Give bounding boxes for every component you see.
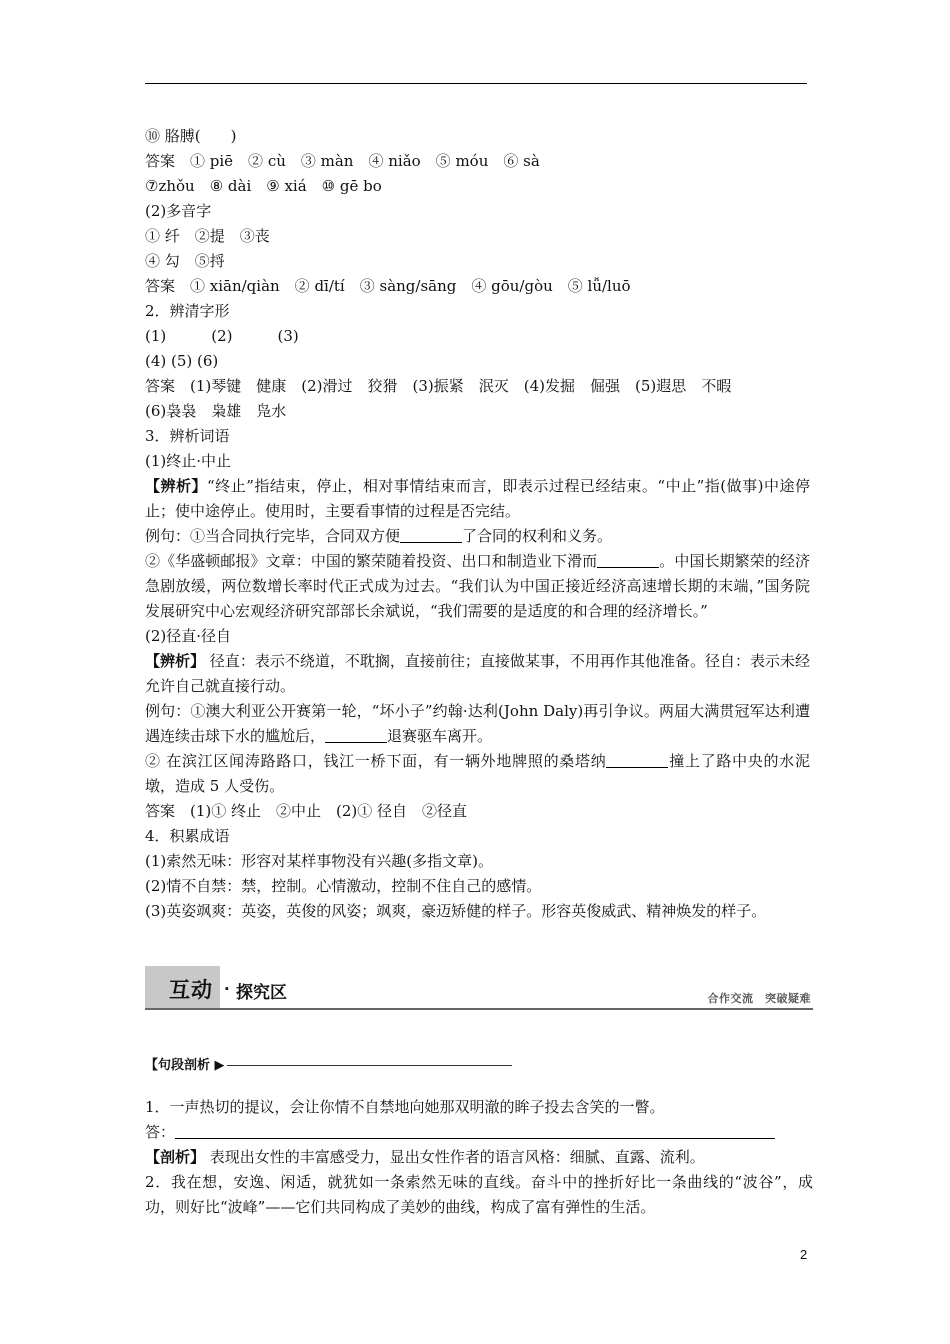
text-line: (2)多音字 (145, 202, 212, 220)
text-line: ⑩ 胳膊( ) (145, 127, 237, 145)
idiom-line: (3)英姿飒爽：英姿，英俊的风姿；飒爽，豪迈矫健的样子。形容英俊威武、精神焕发的样子。 (145, 902, 767, 920)
analysis-text: “终止”指结束，停止，相对事情结束而言，即表示过程已经结束。“中止”指(做事)中途停止；使中途停止。使用时，主要看事情的过程是否完结。 (145, 477, 810, 520)
question: 1．一声热切的提议，会让你情不自禁地向她那双明澈的眸子投去含笑的一瞥。 (145, 1098, 665, 1116)
question: 2．我在想，安逸、闲适，就犹如一条索然无味的直线。奋斗中的挫折好比一条曲线的“波谷”，成功，则好比“波峰”——它们共同构成了美妙的曲线，构成了富有弹性的生活。 (145, 1173, 813, 1216)
analysis-paragraph (145, 1145, 813, 1170)
fill-blank[interactable] (597, 552, 659, 568)
analysis-tag: 【辨析】 (145, 652, 206, 670)
fill-blank[interactable] (400, 527, 462, 543)
example-text: 例句：①当合同执行完毕，合同双方便 (145, 527, 401, 545)
answer-line: 答案 ① piē ② cù ③ màn ④ niǎo ⑤ móu ⑥ sà (145, 152, 540, 170)
example-text: 。中国长期繁荣的经济急剧放缓，两位数增长率时代正式成为过去。“我们认为中国正接近经济高速增长期的末端，”国务院发展研究中心宏观经济研究部部长余斌说，“我们需要的是适度的和合理的经济增长。” (145, 552, 810, 620)
arrow-icon: ▶ (214, 1058, 225, 1073)
analysis-tag: 【剖析】 (145, 1148, 206, 1166)
subsection-heading (145, 1054, 512, 1073)
answer-line: 答案 ① xiān/qiàn ② dī/tí ③ sàng/sāng ④ gōu/gòu ⑤ lǚ/luō (145, 277, 631, 295)
text-line: (4) (5) (6) (145, 352, 219, 370)
answer-line: 答案 (1)琴键 健康 (2)滑过 狡猾 (3)振紧 泯灭 (4)发掘 倔强 (5)遐思 不暇 (145, 377, 732, 395)
text-line: (1)终止·中止 (145, 452, 232, 470)
section-heading: 4．积累成语 (145, 827, 230, 845)
answer-line: 答案 (1)① 终止 ②中止 (2)① 径自 ②径直 (145, 802, 468, 820)
text-line: ① 纤 ②提 ③丧 (145, 227, 270, 245)
header-rule (145, 83, 807, 84)
example-text: 撞上了路中央的水泥墩，造成 5 人受伤。 (145, 752, 810, 795)
example-sentence (145, 549, 810, 624)
example-sentence (145, 524, 810, 549)
example-sentence (145, 749, 810, 799)
fill-blank[interactable] (606, 752, 668, 768)
section-heading: 2．辨清字形 (145, 302, 230, 320)
page-number: 2 (800, 1247, 808, 1262)
answer-label: 答： (145, 1123, 176, 1141)
analysis-text: 径直：表示不绕道，不耽搁，直接前往；直接做某事，不用再作其他准备。径自：表示未经允许自己就直接行动。 (145, 652, 810, 695)
banner-title-sub: 探究区 (236, 983, 287, 1003)
banner-title-main: 互动 (169, 978, 213, 1002)
analysis-text: 表现出女性的丰富感受力，显出女性作者的语言风格：细腻、直露、流利。 (205, 1148, 705, 1166)
example-text: 例句：①澳大利亚公开赛第一轮，“坏小子”约翰·达利(John Daly)再引争议。两届大满贯冠军达利遭遇连续击球下水的尴尬后， (145, 702, 810, 745)
subsection-label: 【句段剖析 (145, 1058, 211, 1073)
subsection-rule (227, 1065, 512, 1066)
answer-line: ⑦zhǒu ⑧ dài ⑨ xiá ⑩ gē bo (145, 177, 382, 195)
banner-dot: · (224, 980, 230, 998)
section-heading: 3．辨析词语 (145, 427, 230, 445)
answer-line: (6)袅袅 枭雄 凫水 (145, 402, 287, 420)
analysis-tag: 【辨析】 (145, 477, 208, 495)
text-line: (1) (2) (3) (145, 327, 299, 345)
banner-right-text: 合作交流 突破疑难 (707, 992, 811, 1005)
example-text: ② 在滨江区闻涛路路口，钱江一桥下面，有一辆外地牌照的桑塔纳 (145, 752, 607, 770)
analysis-paragraph (145, 649, 810, 699)
answer-row (145, 1120, 813, 1145)
example-sentence (145, 699, 810, 749)
analysis-paragraph (145, 474, 810, 524)
fill-blank[interactable] (325, 727, 387, 743)
document-body (145, 124, 810, 924)
answer-blank[interactable] (175, 1123, 775, 1139)
example-text: 退赛驱车离开。 (387, 727, 493, 745)
section2-body (145, 1095, 813, 1220)
text-line: ④ 勾 ⑤捋 (145, 252, 225, 270)
idiom-line: (1)索然无味：形容对某样事物没有兴趣(多指文章)。 (145, 852, 493, 870)
banner-underline (145, 1008, 813, 1010)
example-text: 了合同的权利和义务。 (462, 527, 613, 545)
text-line: (2)径直·径自 (145, 627, 232, 645)
idiom-line: (2)情不自禁：禁，控制。心情激动，控制不住自己的感情。 (145, 877, 542, 895)
example-text: ②《华盛顿邮报》文章：中国的繁荣随着投资、出口和制造业下滑而 (145, 552, 598, 570)
section-banner (145, 966, 813, 1010)
